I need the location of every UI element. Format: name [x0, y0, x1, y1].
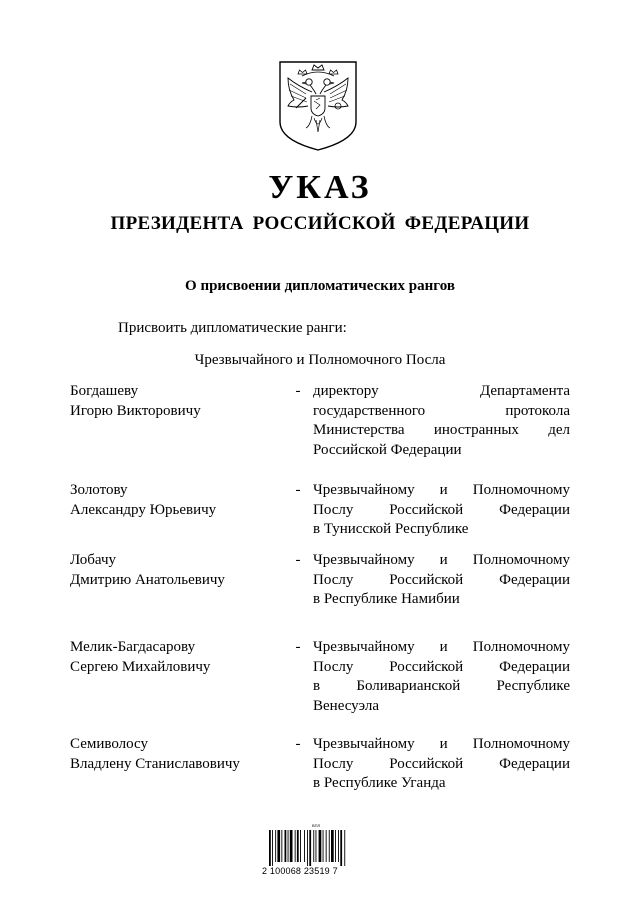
- position-word: Чрезвычайному: [313, 736, 415, 752]
- barcode-bar: [338, 830, 339, 862]
- position-line: [313, 571, 570, 591]
- recipient-given-name: Сергею Михайловичу: [70, 658, 211, 675]
- position-word: Федерации: [499, 658, 570, 675]
- position-word: Республике: [496, 678, 570, 694]
- barcode-bar: [323, 830, 324, 862]
- recipient-name: [70, 382, 285, 421]
- barcode-bar: [319, 830, 322, 862]
- position-word: иностранных: [433, 422, 519, 438]
- barcode-digits: 2 100068 23519 7: [262, 866, 338, 876]
- recipient-position: [313, 382, 570, 460]
- position-word: Российской: [389, 571, 464, 588]
- position-line: [313, 658, 570, 678]
- position-word: Полномочному: [472, 736, 570, 752]
- recipient-given-name: Александру Юрьевичу: [70, 501, 217, 518]
- barcode-bar: [297, 830, 299, 862]
- barcode-bar: [335, 830, 336, 862]
- position-line: [313, 421, 570, 441]
- recipient-surname: Мелик-Багдасарову: [70, 639, 196, 655]
- position-word: Послу: [313, 571, 354, 588]
- diplomatic-rank: Чрезвычайного и Полномочного Посла: [194, 352, 446, 368]
- position-word: протокола: [505, 402, 570, 419]
- barcode-bar: [329, 830, 330, 862]
- position-word: государственного: [313, 402, 426, 419]
- barcode-bar: [326, 830, 327, 862]
- barcode-small-label: ВПЛ: [312, 823, 321, 828]
- position-line: в Республике Намибии: [313, 591, 460, 607]
- barcode-bar: [313, 830, 314, 862]
- position-word: и: [439, 639, 448, 655]
- position-word: Министерства: [313, 422, 405, 438]
- position-line: [313, 551, 570, 571]
- entry-dash: -: [295, 383, 301, 399]
- position-line: [313, 677, 570, 697]
- decree-title: УКАЗ: [268, 169, 372, 206]
- position-word: Послу: [313, 501, 354, 518]
- barcode-bar: [331, 830, 334, 862]
- position-word: и: [439, 736, 448, 752]
- position-line: [313, 755, 570, 775]
- recipient-position: [313, 735, 570, 794]
- position-word: Чрезвычайному: [313, 482, 415, 498]
- position-line: Российской Федерации: [313, 441, 462, 458]
- recipient-surname: Богдашеву: [70, 383, 139, 399]
- position-word: и: [439, 482, 448, 498]
- position-word: в: [313, 678, 321, 694]
- position-word: Чрезвычайному: [313, 552, 415, 568]
- coat-of-arms-emblem: [276, 56, 360, 152]
- entry-dash: -: [295, 639, 301, 655]
- recipient-name: [70, 481, 285, 520]
- decree-intro: Присвоить дипломатические ранги:: [118, 320, 347, 336]
- position-word: директору: [313, 383, 379, 399]
- recipient-given-name: Владлену Станиславовичу: [70, 755, 240, 772]
- position-word: Федерации: [499, 571, 570, 588]
- position-word: Российской: [389, 755, 464, 772]
- barcode-bar: [277, 830, 280, 862]
- position-line: [313, 481, 570, 501]
- recipient-given-name: Дмитрию Анатольевичу: [70, 571, 225, 588]
- barcode-bar: [309, 830, 311, 866]
- position-line: [313, 382, 570, 402]
- position-word: Полномочному: [472, 482, 570, 498]
- barcode-bar: [275, 830, 276, 862]
- barcode-bar: [269, 830, 271, 866]
- barcode-bar: [288, 830, 289, 862]
- recipient-surname: Лобачу: [70, 552, 117, 568]
- recipient-surname: Семиволосу: [70, 736, 148, 752]
- barcode-bar: [285, 830, 287, 862]
- position-line: [313, 402, 570, 422]
- recipient-position: [313, 481, 570, 540]
- position-word: Российской: [389, 501, 464, 518]
- barcode-bar: [300, 830, 301, 862]
- position-line: в Тунисской Республике: [313, 521, 469, 537]
- position-line: [313, 735, 570, 755]
- position-word: Боливарианской: [356, 678, 461, 694]
- position-word: Полномочному: [472, 552, 570, 568]
- position-line: [313, 501, 570, 521]
- entry-dash: -: [295, 552, 301, 568]
- recipient-name: [70, 735, 285, 774]
- position-word: Департамента: [479, 383, 570, 399]
- recipient-name: [70, 551, 285, 590]
- position-word: Российской: [389, 658, 464, 675]
- position-word: Полномочному: [472, 639, 570, 655]
- barcode-bar: [307, 830, 308, 866]
- position-line: в Республике Уганда: [313, 775, 446, 791]
- position-line: [313, 638, 570, 658]
- barcode-bar: [272, 830, 273, 866]
- position-word: и: [439, 552, 448, 568]
- position-word: Послу: [313, 755, 354, 772]
- decree-subtitle: ПРЕЗИДЕНТА РОССИЙСКОЙ ФЕДЕРАЦИИ: [110, 213, 530, 234]
- barcode-bar: [304, 830, 305, 862]
- recipient-given-name: Игорю Викторовичу: [70, 402, 201, 419]
- entry-dash: -: [295, 736, 301, 752]
- barcode-bar: [344, 830, 345, 866]
- barcode-bar: [316, 830, 317, 862]
- recipient-position: [313, 551, 570, 610]
- recipient-surname: Золотову: [70, 482, 128, 498]
- barcode-bar: [290, 830, 293, 862]
- position-word: Послу: [313, 658, 354, 675]
- recipient-name: [70, 638, 285, 677]
- barcode-bar: [340, 830, 342, 866]
- position-word: Федерации: [499, 501, 570, 518]
- barcode-bar: [281, 830, 282, 862]
- position-word: Федерации: [499, 755, 570, 772]
- entry-dash: -: [295, 482, 301, 498]
- position-line: Венесуэла: [313, 697, 379, 714]
- position-word: Чрезвычайному: [313, 639, 415, 655]
- decree-heading: О присвоении дипломатических рангов: [185, 278, 455, 294]
- barcode-bar: [295, 830, 296, 862]
- position-word: дел: [548, 422, 570, 438]
- recipient-position: [313, 638, 570, 716]
